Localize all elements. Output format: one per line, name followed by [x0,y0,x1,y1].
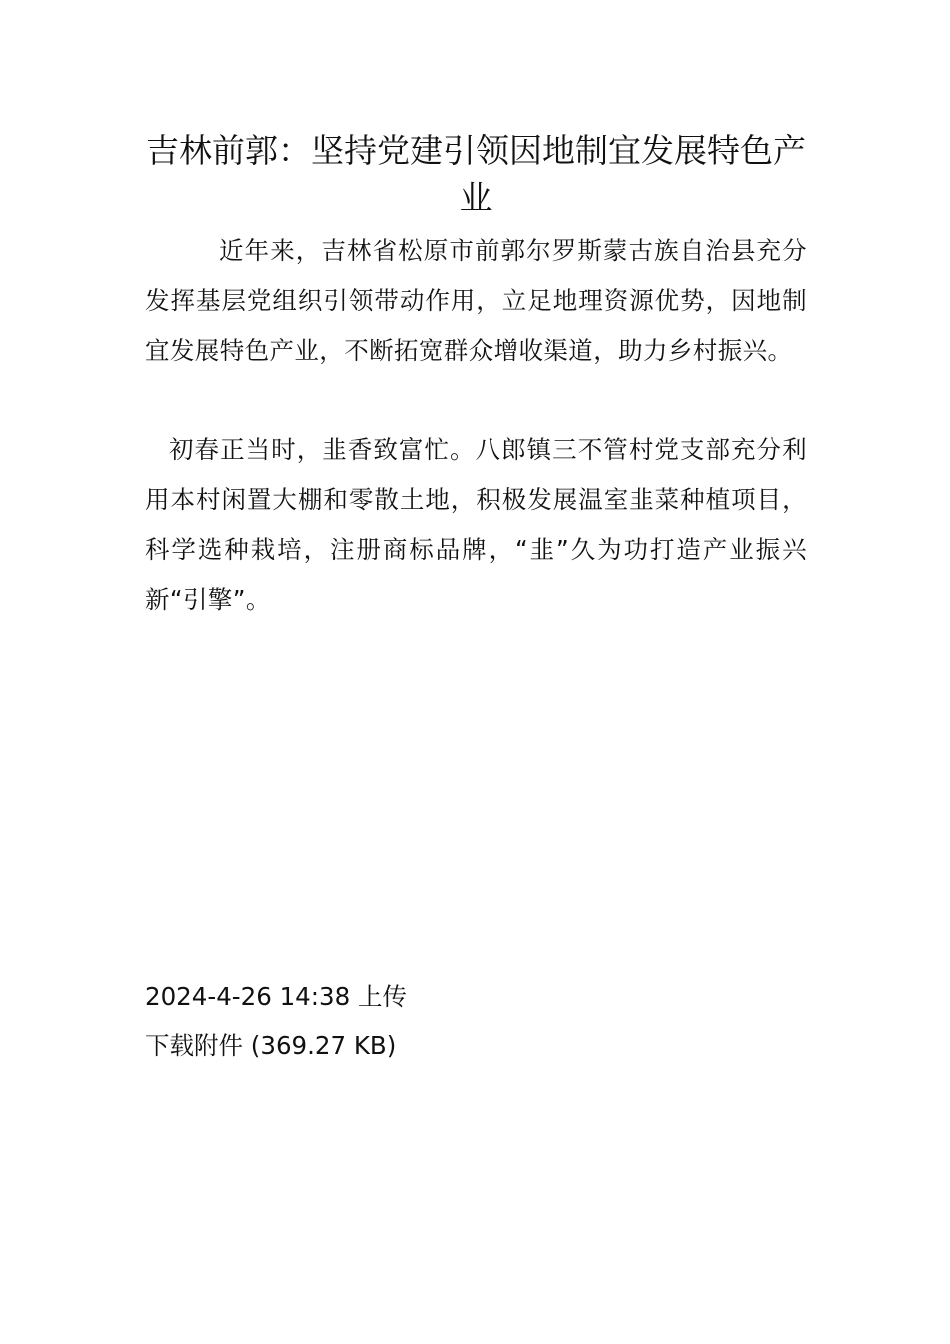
upload-timestamp: 2024-4-26 14:38 [145,982,351,1011]
upload-label: 上传 [357,982,407,1011]
upload-info [145,980,407,1014]
download-attachment-link[interactable]: 下载附件 [145,1031,243,1060]
article-title: 吉林前郭：坚持党建引领因地制宜发展特色产业 [146,131,806,217]
attachment-info [145,1029,396,1063]
attachment-size: (369.27 KB) [250,1031,397,1060]
article-paragraph-2: 初春正当时，韭香致富忙。八郎镇三不管村党支部充分利用本村闲置大棚和零散土地，积极发展温室韭菜种植项目，科学选种栽培，注册商标品牌，“韭”久为功打造产业振兴新“引擎”。 [145,435,807,614]
article-paragraph-1: 近年来，吉林省松原市前郭尔罗斯蒙古族自治县充分发挥基层党组织引领带动作用，立足地理资源优势，因地制宜发展特色产业，不断拓宽群众增收渠道，助力乡村振兴。 [145,236,807,365]
